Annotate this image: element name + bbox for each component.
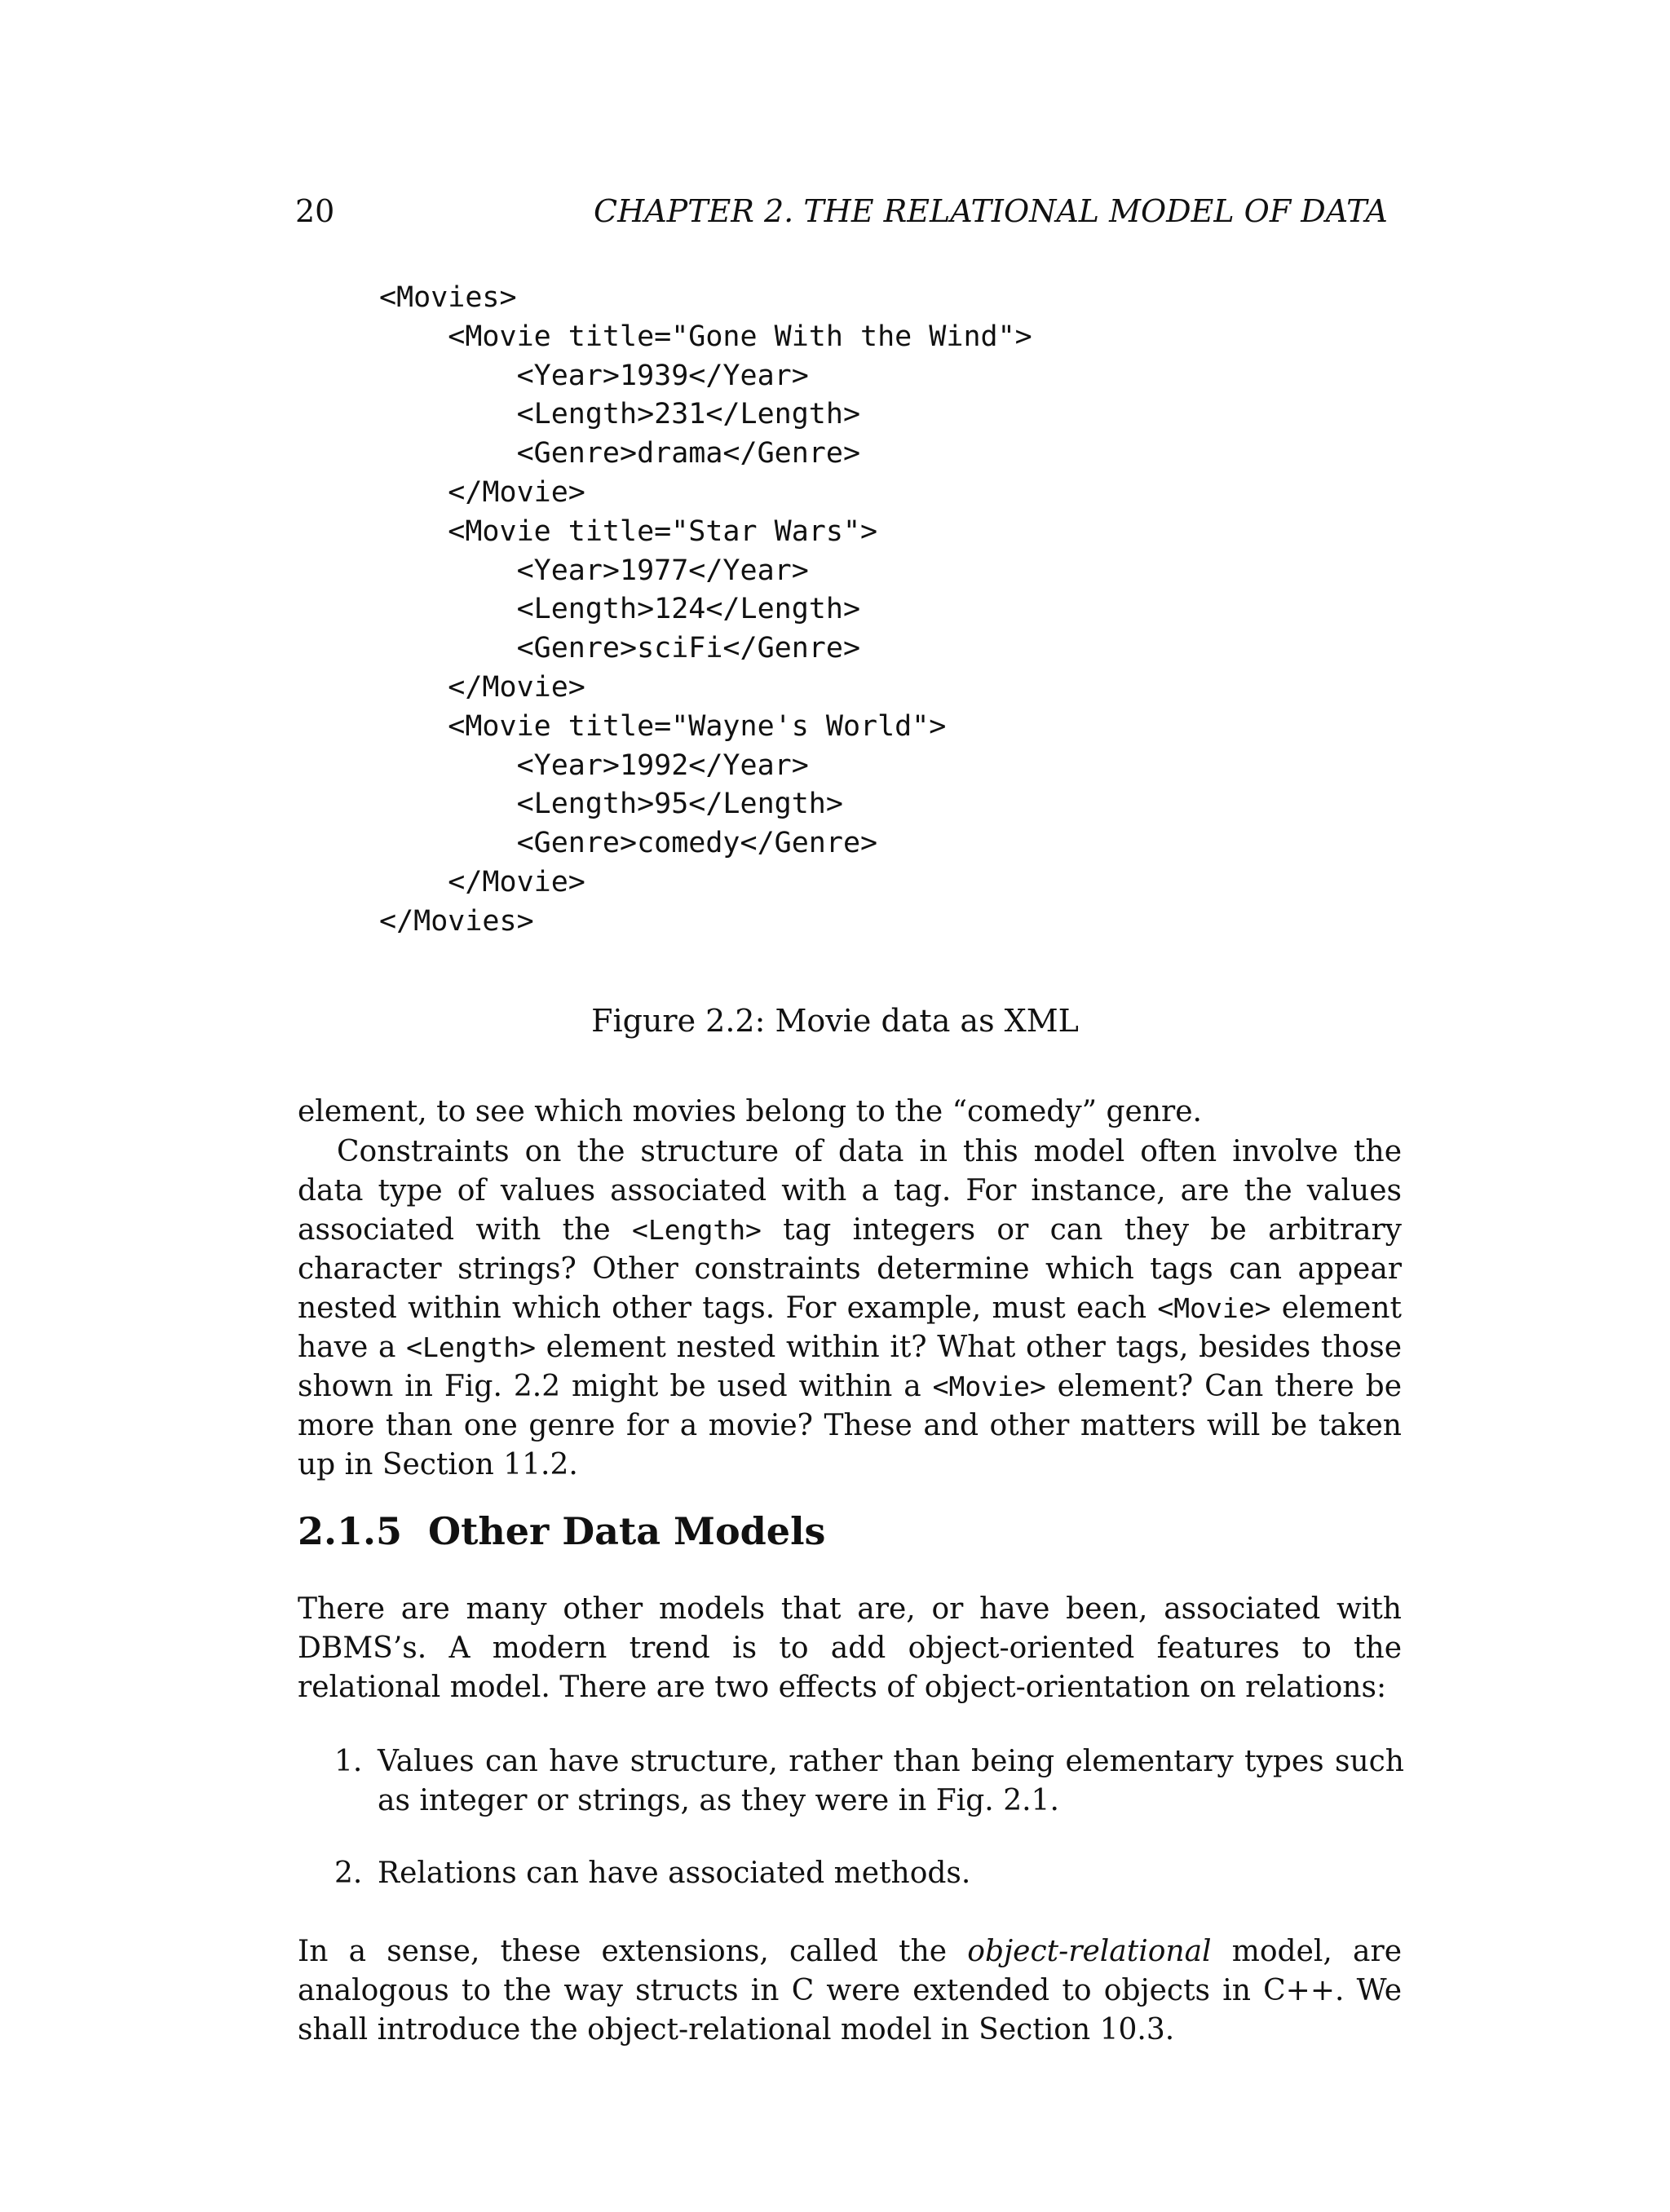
section-title: Other Data Models xyxy=(428,1509,826,1553)
text-run: Constraints on the structure of data in this model often involve the data type of values associated with a tag. For instance, are the values associated with the xyxy=(298,1135,1402,1247)
code-line: <Movie title="Star Wars"> xyxy=(379,514,878,548)
code-line: <Length>124</Length> xyxy=(379,593,861,626)
code-line: <Genre>comedy</Genre> xyxy=(379,827,878,860)
code-line: </Movie> xyxy=(379,865,585,898)
list-item-text: Relations can have associated methods. xyxy=(378,1857,971,1890)
list-marker: 1. xyxy=(334,1745,363,1778)
list-marker: 2. xyxy=(334,1857,363,1890)
xml-code-block xyxy=(379,279,1032,942)
paragraph xyxy=(298,1132,1402,1485)
paragraph: element, to see which movies belong to the “comedy” genre. xyxy=(298,1095,1203,1128)
code-line: <Movies> xyxy=(379,281,517,314)
list-item xyxy=(334,1742,1404,1821)
inline-code: <Movie> xyxy=(932,1371,1046,1402)
paragraph xyxy=(298,1932,1402,2050)
code-line: <Movie title="Wayne's World"> xyxy=(379,709,947,743)
inline-code: <Length> xyxy=(406,1331,537,1363)
code-line: <Genre>sciFi</Genre> xyxy=(379,632,861,665)
text-run: element nested within it? What other tags, besides those shown in Fig. 2.2 might be used within a xyxy=(298,1331,1403,1403)
code-line: <Length>231</Length> xyxy=(379,398,861,431)
text-run: element? Can there be more than one genre for a movie? These and other matters will be taken up in Section 11.2. xyxy=(298,1370,1402,1481)
code-line: <Year>1992</Year> xyxy=(379,748,809,782)
emphasized-term: object-relational xyxy=(967,1935,1212,1968)
code-line: </Movie> xyxy=(379,475,585,509)
code-line: <Year>1977</Year> xyxy=(379,554,809,587)
inline-code: <Movie> xyxy=(1157,1292,1271,1324)
text-run: tag integers or can they be arbitrary character strings? Other constraints determine which tags can appear nested within which other tags. For example, must each xyxy=(298,1213,1402,1325)
paragraph: There are many other models that are, or have been, associated with DBMS’s. A modern trend is to add object-oriented features to the relational model. There are two effects of object-orientation on relations: xyxy=(298,1592,1402,1704)
text-run: model, are analogous to the way structs in C were extended to objects in C++. We shall introduce the object-relational model in Section 10.3. xyxy=(298,1935,1402,2046)
list-item xyxy=(334,1854,1404,1893)
figure-caption: Figure 2.2: Movie data as XML xyxy=(591,1003,1079,1039)
code-line: <Movie title="Gone With the Wind"> xyxy=(379,320,1032,353)
code-line: <Year>1939</Year> xyxy=(379,359,809,392)
code-line: <Genre>drama</Genre> xyxy=(379,437,861,470)
text-run: In a sense, these extensions, called the xyxy=(298,1935,968,1968)
section-heading xyxy=(298,1509,826,1553)
code-line: </Movie> xyxy=(379,670,585,704)
code-line: </Movies> xyxy=(379,904,534,938)
page-number: 20 xyxy=(295,193,335,229)
section-number: 2.1.5 xyxy=(298,1509,403,1553)
inline-code: <Length> xyxy=(631,1214,762,1246)
text-run: element have a xyxy=(298,1291,1402,1364)
code-line: <Length>95</Length> xyxy=(379,788,843,821)
running-header: CHAPTER 2. THE RELATIONAL MODEL OF DATA xyxy=(594,193,1388,229)
list-item-text: Values can have structure, rather than being elementary types such as integer or strings, as they were in Fig. 2.1. xyxy=(378,1745,1404,1817)
